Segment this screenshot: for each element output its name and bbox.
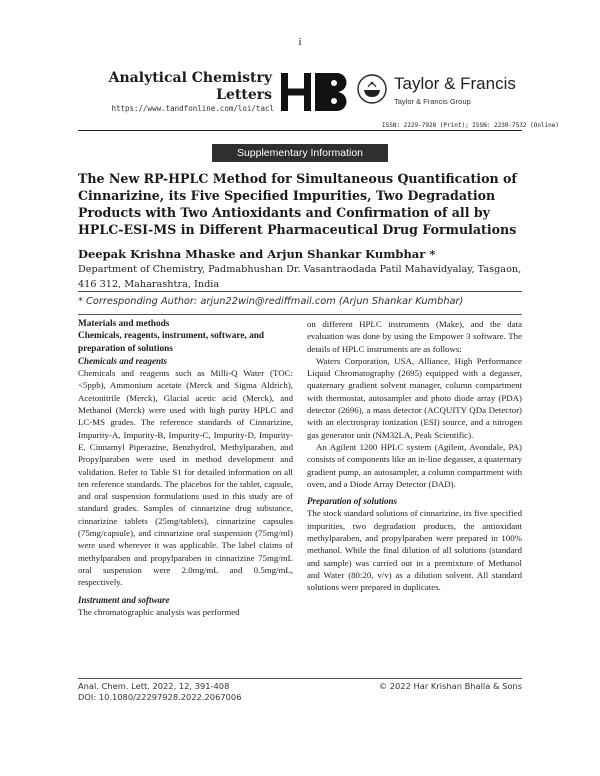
footer-divider [78, 678, 522, 679]
supplementary-badge: Supplementary Information [212, 144, 388, 162]
instrument-paragraph-start: The chromatographic analysis was performed [78, 606, 240, 617]
body-divider [78, 314, 522, 315]
subsection-heading: Chemicals, reagents, instrument, software, and preparation of solutions [78, 331, 265, 354]
footer-doi[interactable]: DOI: 10.1080/22297928.2022.2067006 [78, 692, 242, 702]
body-column-right [307, 318, 522, 594]
solutions-heading: Preparation of solutions [307, 496, 398, 507]
publisher-group: Taylor & Francis Group [394, 97, 471, 106]
body-column-left [78, 318, 293, 618]
section-heading: Materials and methods [78, 319, 170, 329]
journal-url[interactable]: https://www.tandfonline.com/loi/tacl [111, 104, 274, 113]
author-affiliation: Department of Chemistry, Padmabhushan Dr. Vasantraodada Patil Mahavidyalay, Tasgaon, 416 312, Maharashtra, India [78, 264, 522, 290]
article-title: The New RP-HPLC Method for Simultaneous Quantification of Cinnarizine, its Five Specified Impurities, Two Degradation Products with Two Antioxidants and Confirmation of all by HPLC-ESI-MS in Different Pharmaceutical Drug Formulations [78, 171, 517, 237]
instrument-paragraph-continued: on different HPLC instruments (Make), and the data evaluation was done by using the Empower 3 software. The details of HPLC instruments are as follows: [307, 319, 522, 354]
solutions-paragraph: The stock standard solutions of cinnarizine, its five specified impurities, two degradation products, the antioxidant methylparaben, and propylparaben were prepared in 100% methanol. While the final dilution of all solutions (standard and sample) was carried out in a premixture of Methanol and Water (80:20, v/v) as a dilution solvent. All standard solutions were prepared in duplicates. [307, 508, 522, 593]
hb-logo-icon [281, 73, 351, 111]
instrument-heading: Instrument and software [78, 594, 170, 605]
chemicals-heading: Chemicals and reagents [78, 355, 168, 366]
issn-line: ISSN: 2229-7928 (Print); ISSN: 2230-7532 (Online) [382, 122, 560, 129]
article-authors: Deepak Krishna Mhaske and Arjun Shankar Kumbhar * [78, 247, 436, 261]
journal-title-line1: Analytical Chemistry [108, 70, 272, 86]
corresponding-author: * Corresponding Author: arjun22win@rediffmail.com (Arjun Shankar Kumbhar) [78, 296, 464, 307]
page-number: i [298, 36, 302, 48]
journal-title-line2: Letters [216, 87, 272, 103]
header-divider [78, 130, 522, 131]
affiliation-divider [78, 291, 522, 292]
footer-citation: Anal. Chem. Lett. 2022, 12, 391-408 [78, 681, 230, 691]
waters-paragraph: Waters Corporation, USA, Alliance, High Performance Liquid Chromatography (2695) equipped with a degasser, quaternary gradient solvent manager, column compartment with thermostat, autosampler and photo diode array (PDA) detector (2696), a mass detector (ACQUITY QDa Detector) with an electrospray ionization (ESI) source, and a nitrogen gas generator unit (NM32LA, Peak Scientific). [307, 355, 522, 440]
chemicals-paragraph: Chemicals and reagents such as Milli-Q Water (TOC: <5ppb), Ammonium acetate (Merck and Sigma Aldrich), Acetonitrile (Merck), Glacial acetic acid (Merck), and Methanol (Merck) were used with high purity HPLC and LC-MS grades. The reference standards of Cinnarizine, Impurity-A, Impurity-B, Impurity-C, Impurity-D, Impurity-E, Cinnamyl Piperazine, Benzhydrol, Methylparaben, and Propylparaben were used in method development and validation. Refer to Table S1 for detailed information on all ten reference standards. The placebos for the tablet, capsule, and oral suspension formulations used in this study are of standard grades. Samples of cinnarizine drug substance, cinnarizine tablets (25mg/tablets), cinnarizine capsules (75mg/capsule), and cinnarizine oral suspension (75mg/ml) were used wherever it was applicable. The label claims of methylparaben and propylparaben in cinnarizine 75mg/mL oral suspension were 2.0mg/mL and 0.5mg/mL, respectively. [78, 368, 293, 588]
agilent-paragraph: An Agilent 1200 HPLC system (Agilent, Avondale, PA) consists of components like an in-line degasser, a quaternary gradient pump, an autosampler, a column compartment with oven, and a Diode Array Detector (DAD). [307, 441, 522, 489]
taylor-francis-logo-icon [357, 74, 387, 104]
journal-title [84, 70, 272, 104]
publisher-name: Taylor & Francis [394, 74, 516, 93]
footer-copyright: © 2022 Har Krishan Bhalla & Sons [378, 681, 522, 691]
